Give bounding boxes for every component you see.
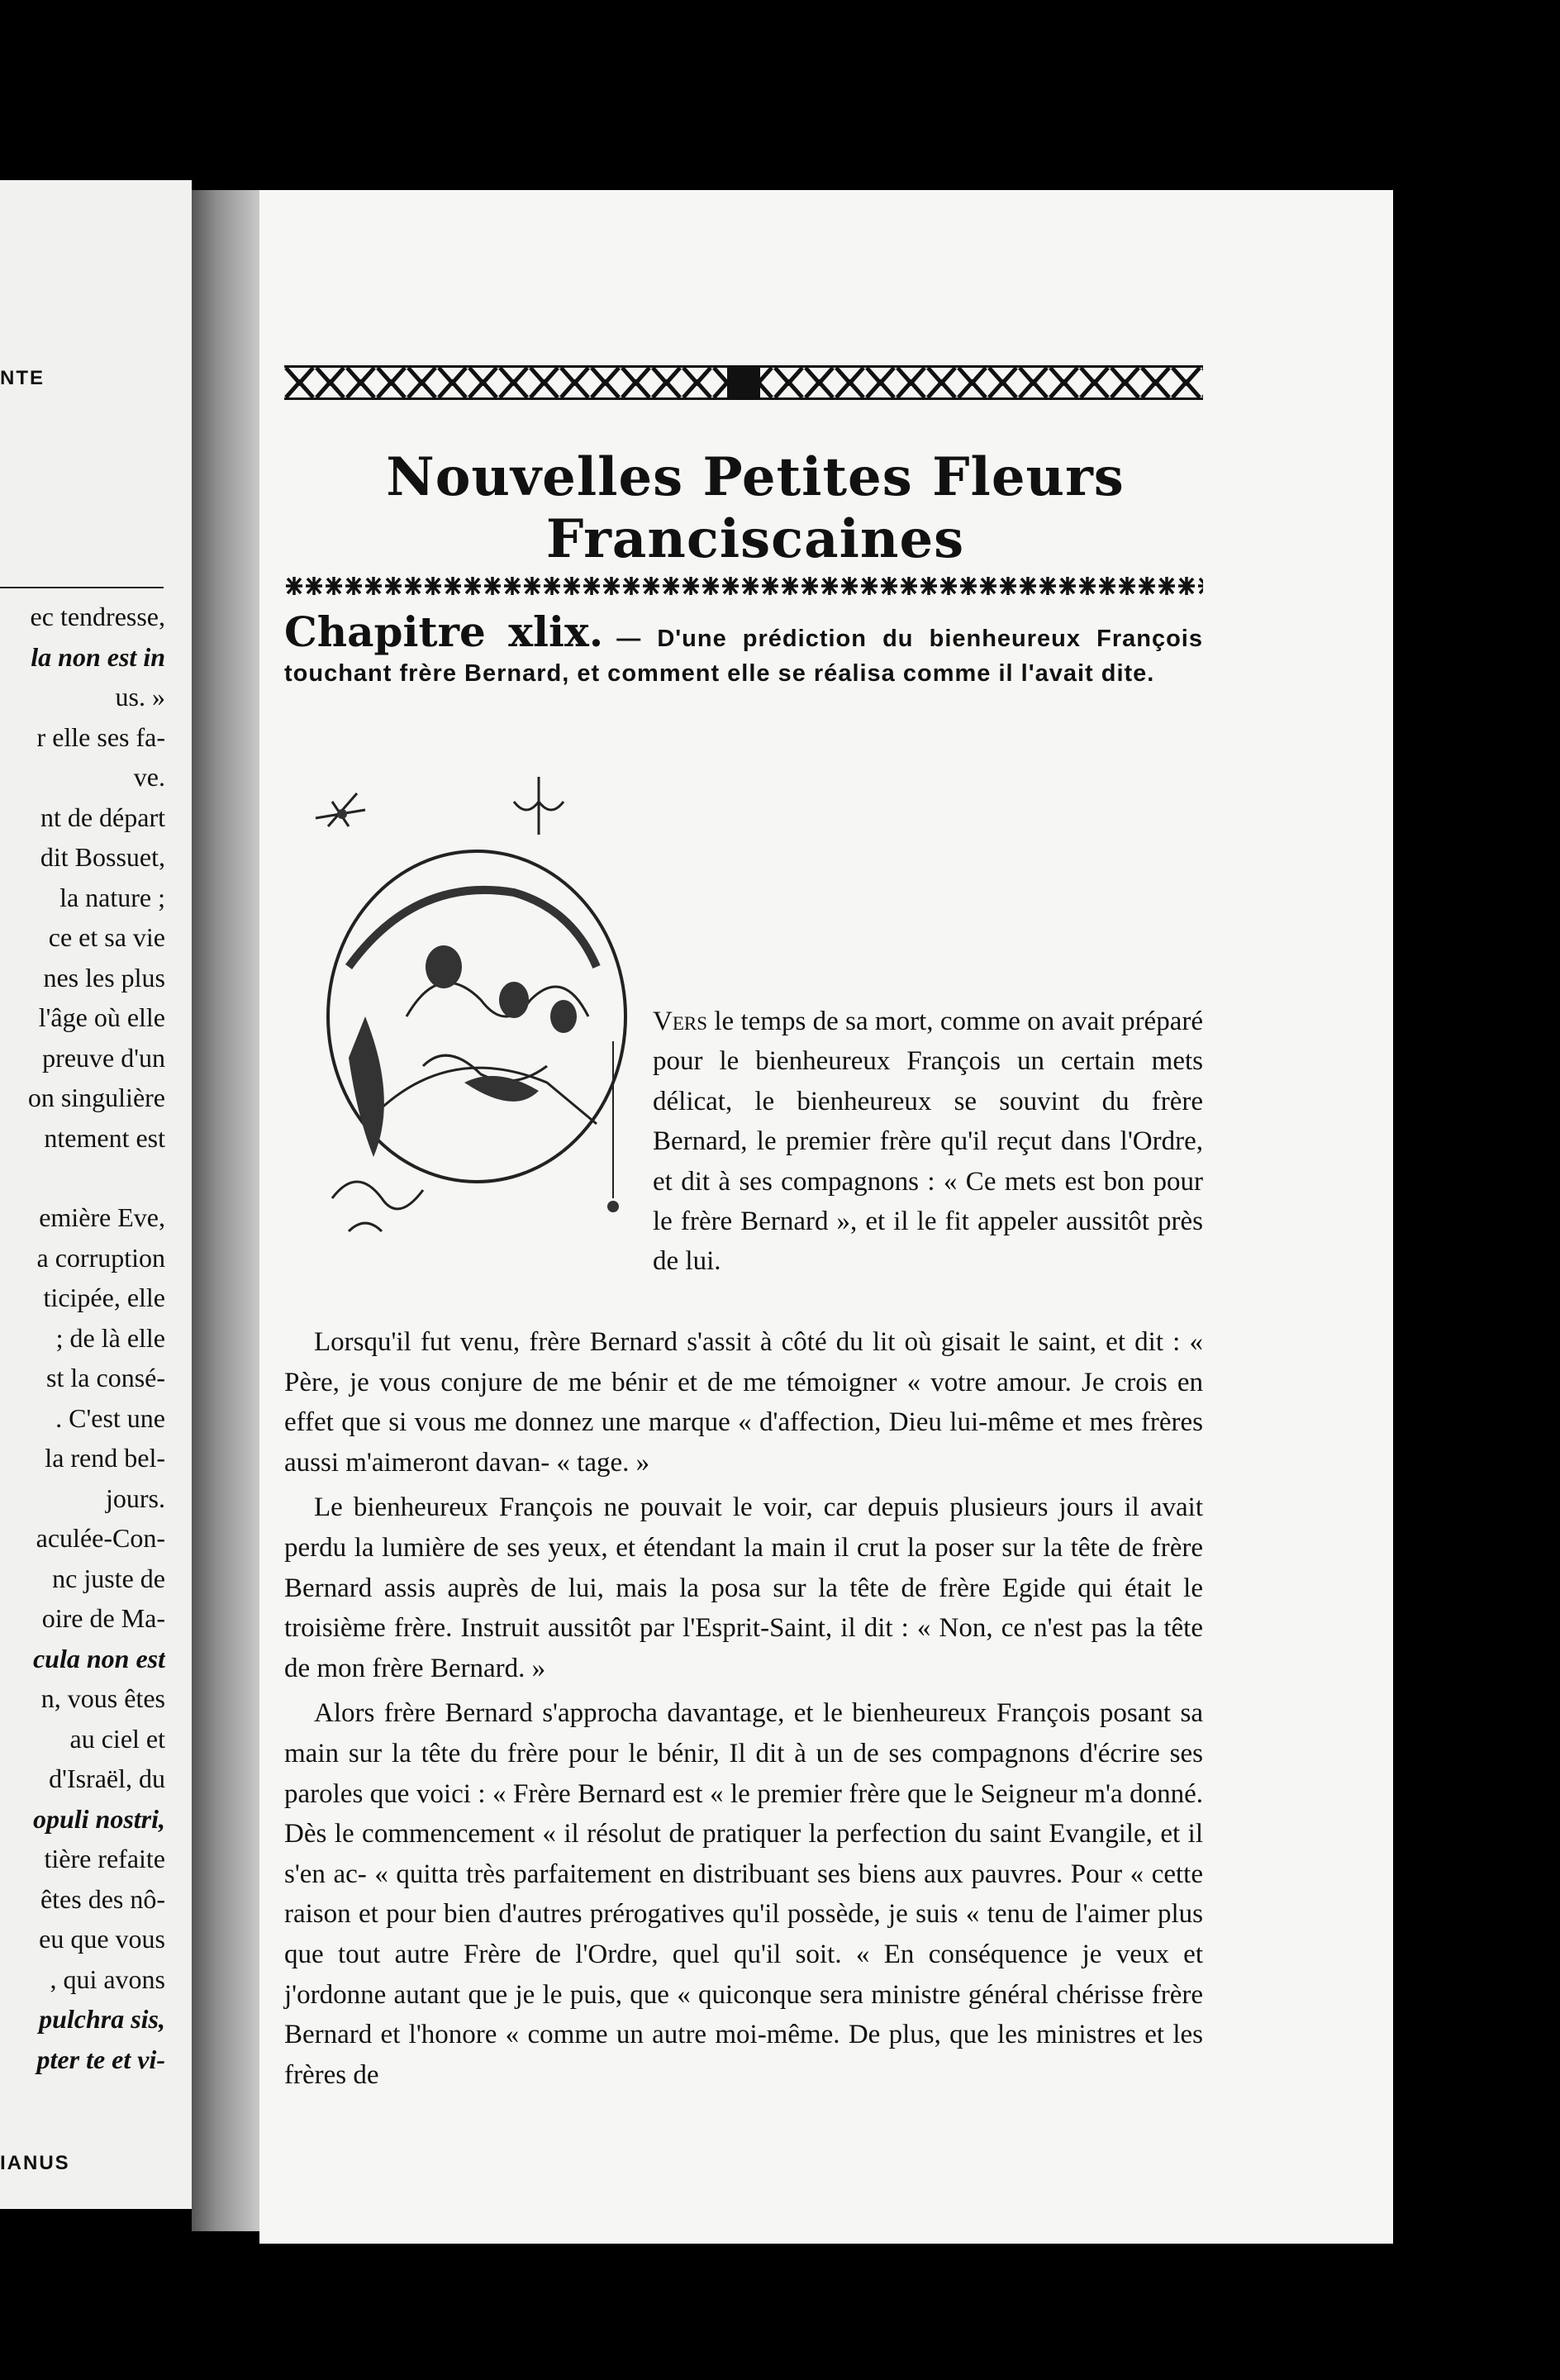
previous-page-line: êtes des nô- (40, 1883, 165, 1914)
previous-page-line: ; de là elle (55, 1322, 165, 1353)
previous-page-line: aculée-Con- (36, 1523, 165, 1553)
previous-page-line: la nature ; (59, 882, 165, 912)
previous-page-line: nt de départ (40, 802, 165, 832)
previous-page-text (0, 597, 165, 2079)
previous-page-line: la rend bel- (45, 1443, 165, 1473)
previous-page-line: n, vous êtes (40, 1683, 165, 1713)
previous-page-line: nes les plus (43, 962, 165, 992)
previous-page-line: nc juste de (52, 1563, 165, 1593)
previous-page-strip (0, 180, 192, 2209)
engraving-illustration (299, 769, 663, 1256)
previous-page-line: dit Bossuet, (40, 842, 165, 872)
previous-page-line: emière Eve, (39, 1202, 165, 1232)
page-title: Nouvelles Petites Fleurs Franciscaines (386, 446, 1125, 570)
previous-page-line: tière refaite (44, 1844, 165, 1873)
previous-page-line: , qui avons (50, 1963, 165, 1994)
previous-page-line: . C'est une (55, 1402, 165, 1433)
paragraph: Lorsqu'il fut venu, frère Bernard s'assit à côté du lit où gisait le saint, et dit : « Père, je vous conjure de me bénir et de me témoigner « votre amour. Je crois en effet que si vous me donnez une marque « d'affection, Dieu lui-même et mes frères aussi m'aimeront davan- « tage. » (284, 1327, 1203, 1478)
previous-page-line: opuli nostri, (32, 1803, 165, 1834)
book-gutter-shadow (192, 190, 259, 2231)
previous-page-line: ce et sa vie (48, 922, 165, 952)
previous-page-signature: IANUS (0, 2152, 70, 2174)
opening-paragraph (653, 1002, 1203, 1282)
book-page (259, 190, 1393, 2244)
previous-page-line: ve. (133, 762, 165, 792)
previous-page-line: a corruption (36, 1242, 165, 1273)
chapter-heading (284, 607, 1203, 691)
opening-small-caps: Vers (653, 1007, 708, 1036)
previous-page-line: on singulière (27, 1083, 165, 1112)
paragraph: Le bienheureux François ne pouvait le voir, car depuis plusieurs jours il avait perdu la lumière de ses yeux, et étendant la main il crut la poser sur la tête de frère Bernard assis auprès de lui, mais la posa sur la tête de frère Egide qui était le troisième frère. Instruit aussitôt par l'Esprit-Saint, il dit : « Non, ce n'est pas la tête de mon frère Bernard. » (284, 1492, 1203, 1683)
previous-page-running-head: NTE (0, 367, 45, 389)
previous-page-line: st la consé- (46, 1363, 165, 1392)
previous-page-line: ntement est (44, 1122, 165, 1153)
title-ornament-rule (284, 575, 1203, 597)
chapter-summary: — D'une prédiction du bienheureux François touchant frère Bernard, et comment elle se réalisa comme il l'avait dite. (284, 626, 1203, 687)
previous-page-line: eu que vous (39, 1924, 165, 1954)
previous-page-line: ticipée, elle (43, 1283, 165, 1312)
previous-page-line: d'Israël, du (49, 1764, 165, 1793)
previous-page-line: pter te et vi- (36, 2044, 165, 2074)
previous-page-line: ec tendresse, (30, 602, 165, 631)
opening-paragraph-text: le temps de sa mort, comme on avait préparé pour le bienheureux François un certain mets délicat, le bienheureux se souvint du frère Bernard, le premier frère qu'il reçut dans l'Ordre, et dit à ses compagnons : « Ce mets est bon pour le frère Bernard », et il le fit appeler aussitôt près de lui. (653, 1007, 1203, 1277)
paragraph: Alors frère Bernard s'approcha davantage, et le bienheureux François posant sa main sur la tête du frère pour le bénir, Il dit à un de ses compagnons d'écrire ses paroles que voici : « Frère Bernard est « le premier frère que le Seigneur m'a donné. Dès le commencement « il résolut de pratiquer la perfection du saint Evangile, et il s'en ac- « quitta très parfaitement en distribuant ses biens aux pauvres. Pour « cette raison et pour bien d'autres prérogatives qu'il possède, je suis « tenu de l'aimer plus que tout autre Frère de l'Ordre, quel qu'il soit. « En conséquence je veux et j'ordonne autant que je le puis, que « quiconque sera ministre général chérisse frère Bernard et l'honore « comme un autre moi-même. De plus, que les ministres et les frères de (284, 1698, 1203, 2090)
top-ornament-band (284, 365, 1203, 400)
previous-page-line: pulchra sis, (39, 2004, 165, 2034)
previous-page-line: au ciel et (69, 1723, 165, 1754)
chapter-number: Chapitre xlix. (284, 607, 604, 656)
previous-page-line: cula non est (32, 1643, 165, 1673)
previous-page-line: us. » (115, 682, 165, 712)
previous-page-line: l'âge où elle (38, 1002, 165, 1032)
previous-page-line: preuve d'un (42, 1042, 165, 1073)
previous-page-line: oire de Ma- (41, 1603, 165, 1633)
previous-page-header-rule (0, 587, 164, 588)
previous-page-line: jours. (106, 1483, 165, 1513)
previous-page-line (0, 1158, 165, 1197)
previous-page-line: r elle ses fa- (36, 721, 165, 752)
previous-page-line: la non est in (31, 641, 165, 672)
body-text (284, 1322, 1203, 2095)
